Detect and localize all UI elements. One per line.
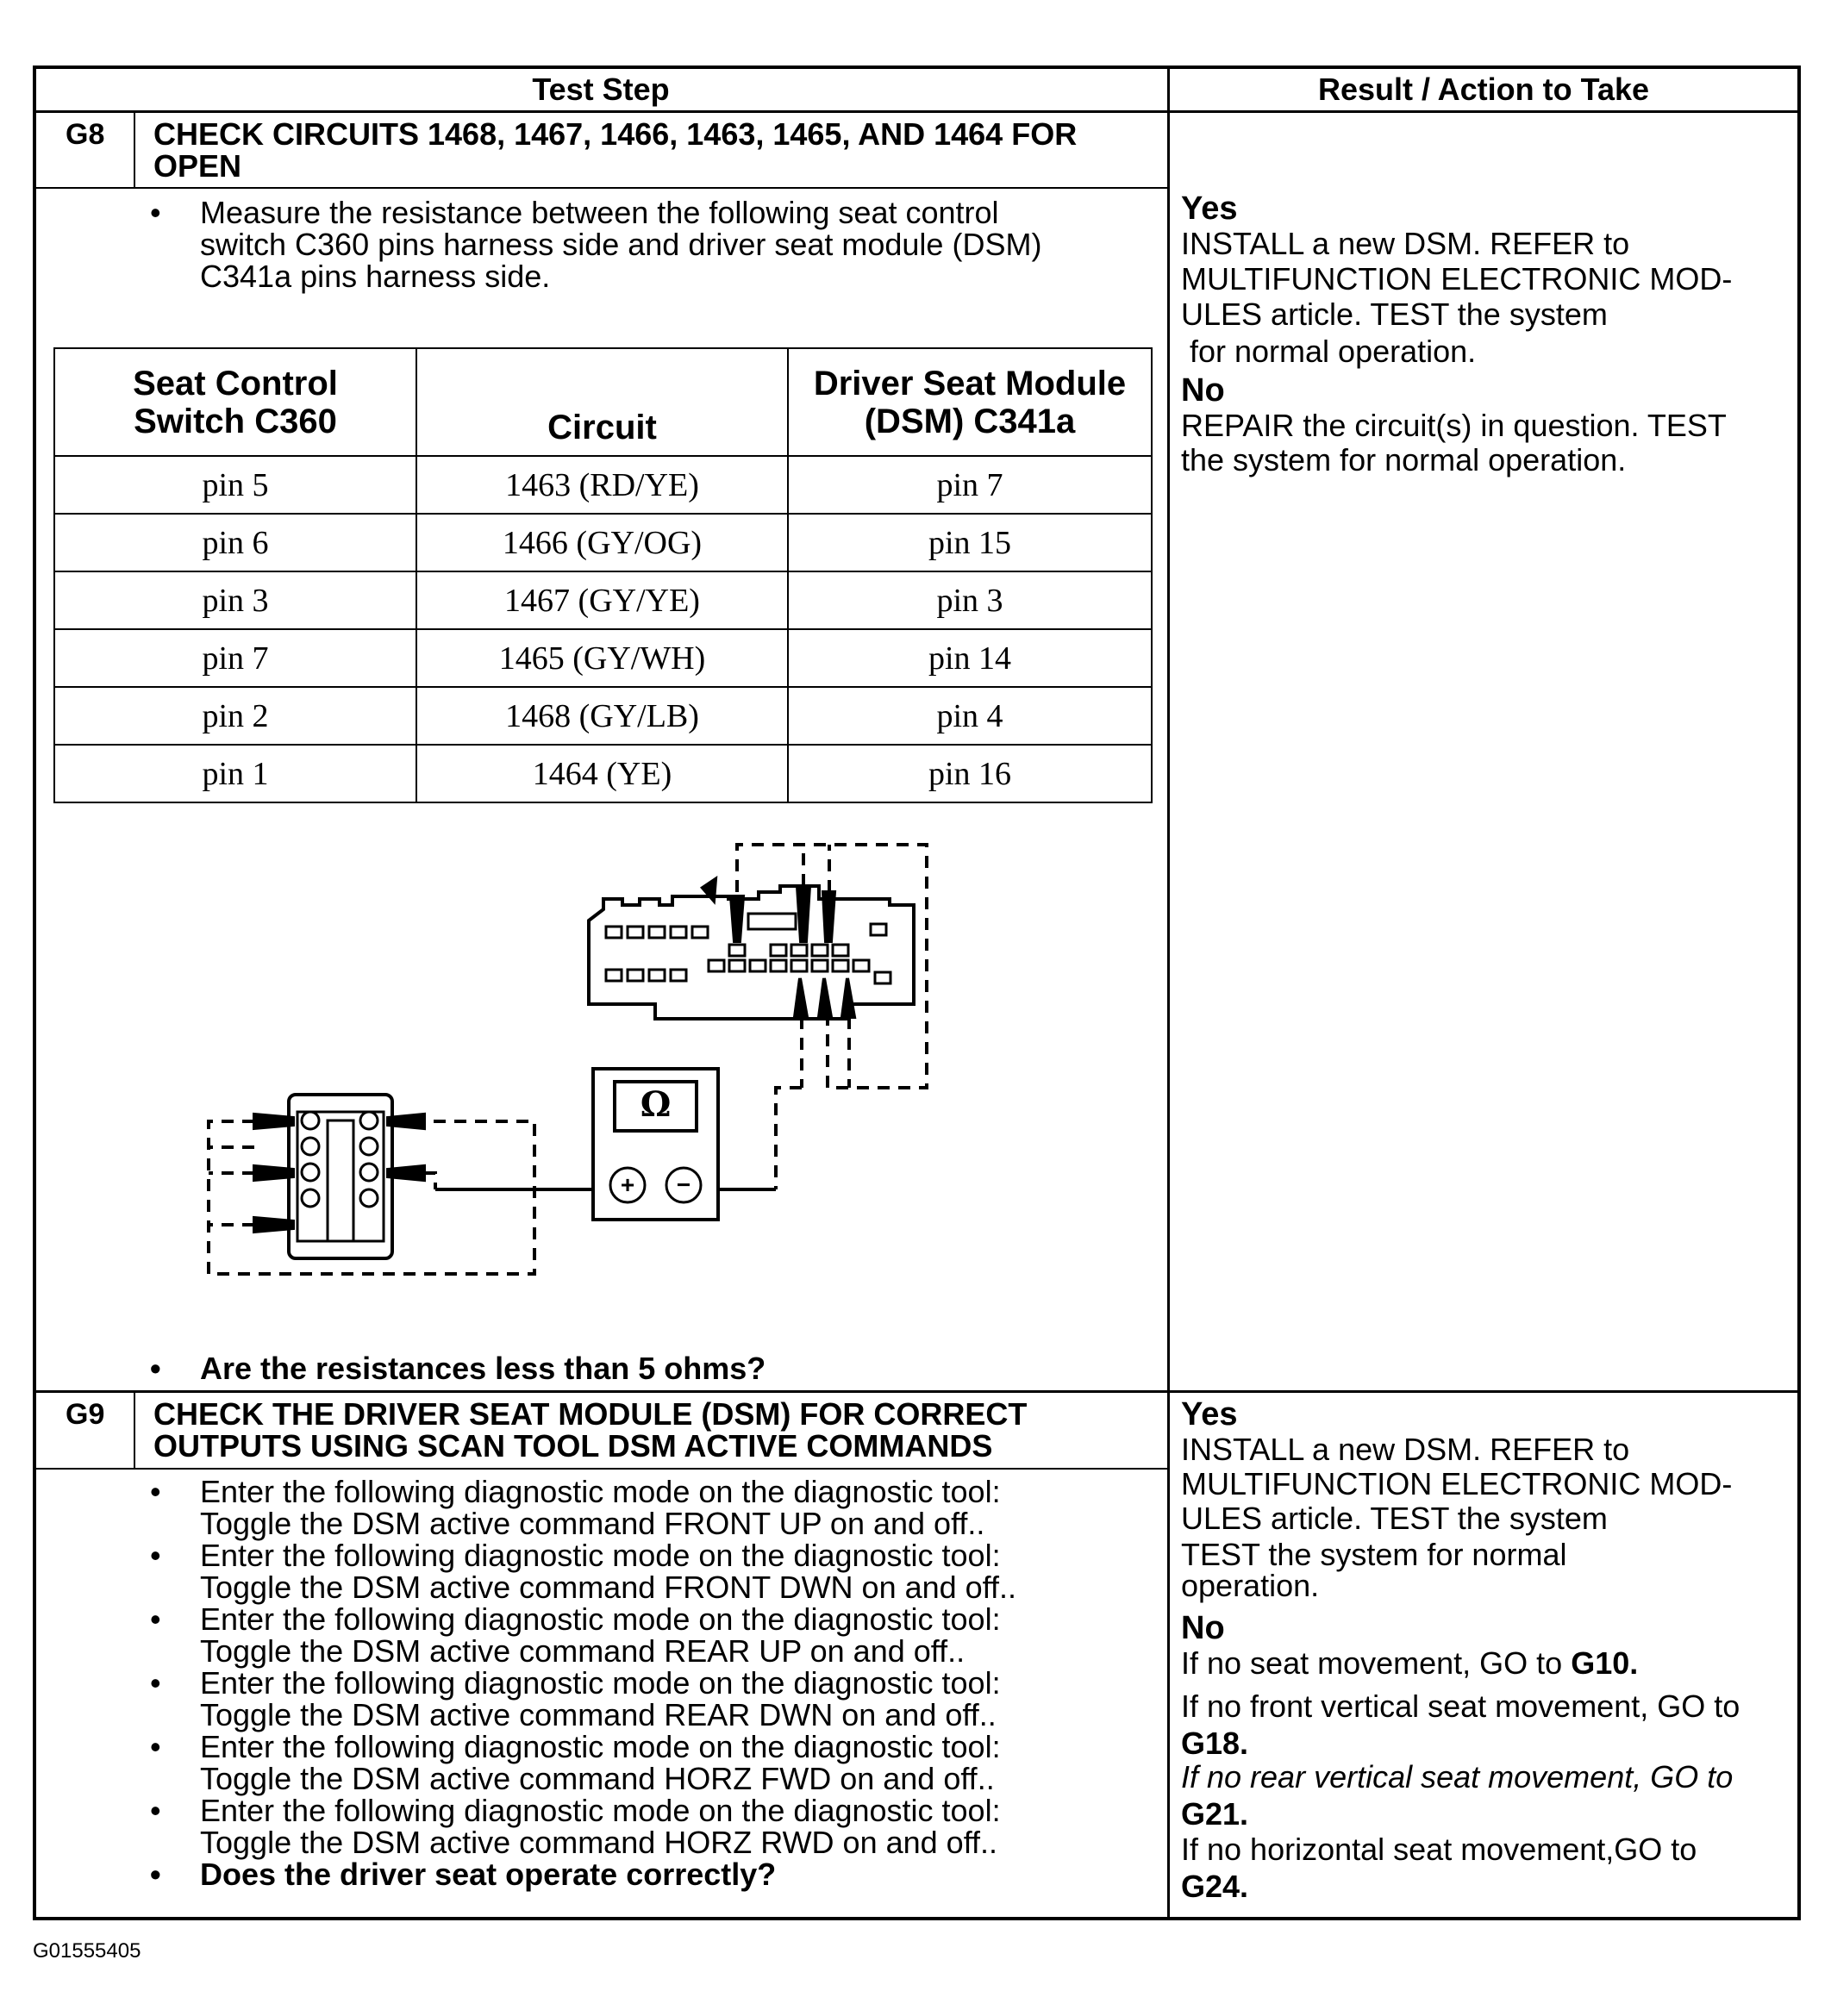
g9-bullet-6a: • Enter the following diagnostic mode on the diagnostic tool: xyxy=(200,1794,1016,1826)
g9-yes-line5: operation. xyxy=(1181,1568,1320,1603)
g9-bullet-5a: • Enter the following diagnostic mode on the diagnostic tool: xyxy=(200,1731,1016,1763)
dsm-connector xyxy=(589,886,914,1019)
g9-no-label: No xyxy=(1181,1610,1225,1646)
dsm-pin: pin 16 xyxy=(788,745,1152,802)
switch-pin: pin 5 xyxy=(54,456,416,514)
g9-no-item-4-text: If no horizontal seat movement,GO to xyxy=(1181,1832,1697,1867)
circuit-header: Circuit xyxy=(547,409,657,446)
circuit: 1463 (RD/YE) xyxy=(416,456,788,514)
g8-instruction-line3: C341a pins harness side. xyxy=(200,259,551,294)
dsm-header-line2: (DSM) C341a xyxy=(864,402,1076,440)
g8-instruction-line2: switch C360 pins harness side and driver seat module (DSM) xyxy=(200,227,1042,262)
g8-title-line2: OPEN xyxy=(153,148,242,184)
switch-pin: pin 6 xyxy=(54,514,416,571)
dsm-top-probes xyxy=(703,879,834,941)
g9-bullet-list xyxy=(200,1476,1016,1890)
dsm-pin: pin 7 xyxy=(788,456,1152,514)
g9-bullet-3a: • Enter the following diagnostic mode on the diagnostic tool: xyxy=(200,1603,1016,1635)
g9-bullet-1b: Toggle the DSM active command FRONT UP on and off.. xyxy=(200,1506,985,1541)
switch-pin: pin 3 xyxy=(54,571,416,629)
g9-no-item-3-ref: G21. xyxy=(1181,1796,1249,1832)
circuit: 1465 (GY/WH) xyxy=(416,629,788,687)
switch-header-line2: Switch C360 xyxy=(134,402,337,440)
g8-no-line1: REPAIR the circuit(s) in question. TEST xyxy=(1181,408,1727,443)
meter-minus-label: − xyxy=(676,1171,691,1198)
g9-bullet-2a: • Enter the following diagnostic mode on the diagnostic tool: xyxy=(200,1539,1016,1571)
g8-step-id: G8 xyxy=(66,118,105,151)
g9-no-item-2-ref: G18. xyxy=(1181,1726,1249,1761)
g9-question: • Does the driver seat operate correctly? xyxy=(200,1858,1016,1890)
g9-no-item-3-text: If no rear vertical seat movement, GO to xyxy=(1181,1759,1734,1794)
g9-title-line1: CHECK THE DRIVER SEAT MODULE (DSM) FOR CORRECT xyxy=(153,1396,1028,1432)
figure-code: G01555405 xyxy=(33,1939,141,1963)
g8-yes-line2: MULTIFUNCTION ELECTRONIC MOD- xyxy=(1181,261,1733,296)
switch-pin: pin 1 xyxy=(54,745,416,802)
g9-title-line2: OUTPUTS USING SCAN TOOL DSM ACTIVE COMMANDS xyxy=(153,1428,993,1464)
g9-bullet-1a: • Enter the following diagnostic mode on the diagnostic tool: xyxy=(200,1476,1016,1507)
g9-bullet-3b: Toggle the DSM active command REAR UP on and off.. xyxy=(200,1633,965,1669)
g9-no-item-1-ref: G10. xyxy=(1571,1645,1639,1681)
g8-yes-line3: ULES article. TEST the system xyxy=(1181,296,1608,332)
g8-no-label: No xyxy=(1181,372,1225,409)
dsm-pin: pin 14 xyxy=(788,629,1152,687)
g9-no-item-3 xyxy=(1181,1758,1733,1832)
g9-no-item-1 xyxy=(1181,1645,1638,1682)
g9-no-item-1-text: If no seat movement, GO to xyxy=(1181,1645,1572,1681)
circuit: 1468 (GY/LB) xyxy=(416,687,788,745)
g9-step-id: G9 xyxy=(66,1398,105,1431)
header-test-step: Test Step xyxy=(532,72,670,107)
g9-yes-line4: TEST the system for normal xyxy=(1181,1537,1567,1572)
switch-header-line1: Seat Control xyxy=(133,364,338,403)
seat-switch-dashed-leads xyxy=(209,1121,534,1274)
dsm-pin: pin 4 xyxy=(788,687,1152,745)
dsm-pin: pin 15 xyxy=(788,514,1152,571)
g8-yes-label: Yes xyxy=(1181,190,1238,227)
g8-title-line1: CHECK CIRCUITS 1468, 1467, 1466, 1463, 1465, AND 1464 FOR xyxy=(153,116,1078,152)
dsm-header-line1: Driver Seat Module xyxy=(813,364,1127,403)
meter-plus-label: + xyxy=(620,1171,635,1198)
g9-bullet-4b: Toggle the DSM active command REAR DWN on and off.. xyxy=(200,1697,997,1732)
seat-switch-connector xyxy=(289,1095,392,1258)
g8-question: • Are the resistances less than 5 ohms? xyxy=(200,1352,766,1384)
circuit: 1466 (GY/OG) xyxy=(416,514,788,571)
g8-yes-line1: INSTALL a new DSM. REFER to xyxy=(1181,226,1630,261)
seat-switch-probes xyxy=(254,1114,424,1232)
g9-yes-line1: INSTALL a new DSM. REFER to xyxy=(1181,1432,1630,1467)
header-result-action: Result / Action to Take xyxy=(1317,72,1650,107)
g9-no-item-2-text: If no front vertical seat movement, GO to xyxy=(1181,1688,1740,1724)
g9-bullet-5b: Toggle the DSM active command HORZ FWD on and off.. xyxy=(200,1761,995,1796)
g8-instruction-line1: • Measure the resistance between the following seat control xyxy=(200,197,999,228)
g9-yes-label: Yes xyxy=(1181,1396,1238,1432)
g9-bullet-4a: • Enter the following diagnostic mode on the diagnostic tool: xyxy=(200,1667,1016,1699)
g9-yes-line2: MULTIFUNCTION ELECTRONIC MOD- xyxy=(1181,1466,1733,1501)
g8-yes-line4: for normal operation. xyxy=(1190,334,1477,369)
g9-yes-line3: ULES article. TEST the system xyxy=(1181,1501,1608,1536)
ohmmeter xyxy=(435,1069,776,1220)
g9-no-item-4-ref: G24. xyxy=(1181,1869,1249,1904)
g9-bullet-2b: Toggle the DSM active command FRONT DWN on and off.. xyxy=(200,1570,1017,1605)
circuit: 1464 (YE) xyxy=(416,745,788,802)
g9-bullet-6b: Toggle the DSM active command HORZ RWD on and off.. xyxy=(200,1825,998,1860)
circuit: 1467 (GY/YE) xyxy=(416,571,788,629)
g9-no-item-2 xyxy=(1181,1688,1740,1762)
g8-no-line2: the system for normal operation. xyxy=(1181,442,1627,477)
switch-pin: pin 7 xyxy=(54,629,416,687)
g9-no-item-4 xyxy=(1181,1831,1697,1905)
ohm-symbol: Ω xyxy=(640,1084,672,1125)
switch-pin: pin 2 xyxy=(54,687,416,745)
dsm-pin: pin 3 xyxy=(788,571,1152,629)
dsm-bottom-probes xyxy=(795,978,854,1017)
